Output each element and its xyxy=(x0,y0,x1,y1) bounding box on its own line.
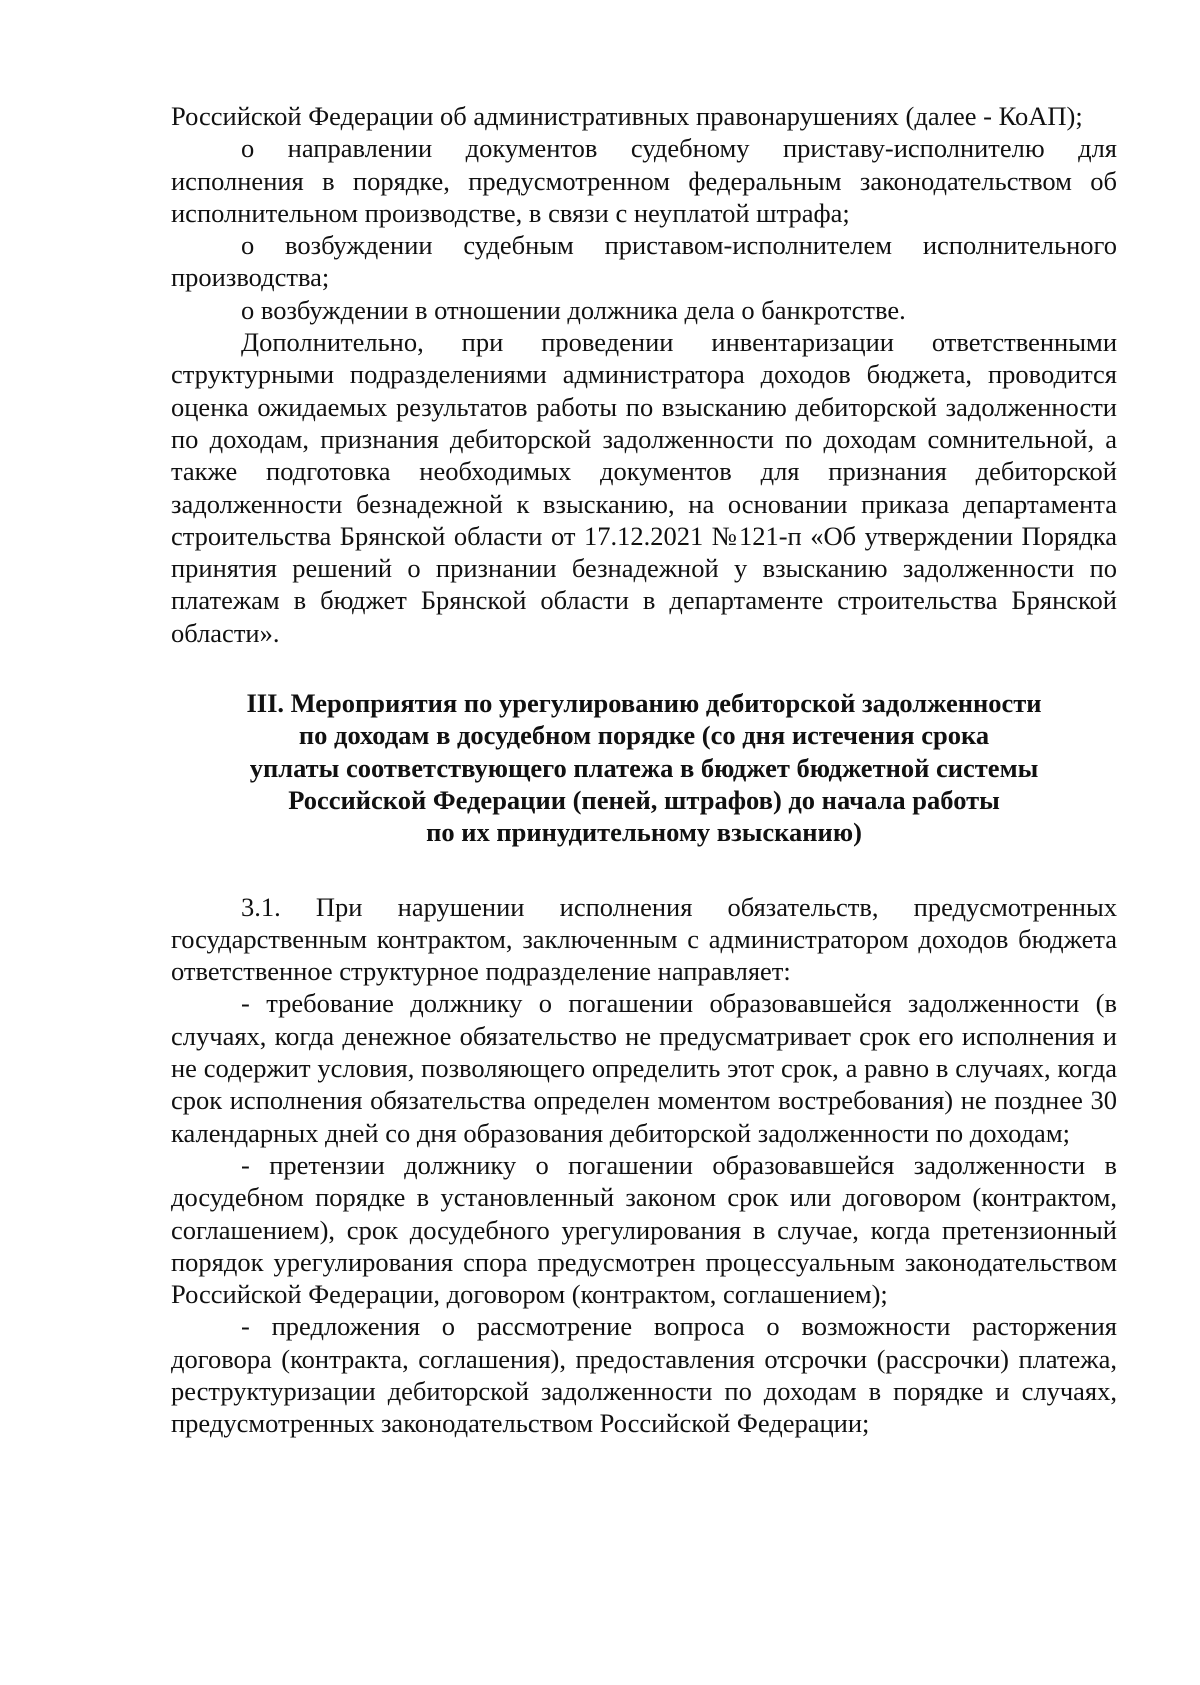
section-heading-line: по доходам в досудебном порядке (со дня истечения срока xyxy=(298,720,990,751)
paragraph-bankruptcy: о возбуждении в отношении должника дела о банкротстве. xyxy=(241,294,906,325)
paragraph-proposals: - предложения о рассмотрение вопроса о возможности расторжения договора (контракта, соглашения), предоставления отсрочки (рассрочки) платежа, реструктуризации дебиторской задолженности по доходам в порядке и случаях, предусмотренных законодательством Российской Федерации; xyxy=(171,1311,1117,1439)
paragraph-demand: - требование должнику о погашении образовавшейся задолженности (в случаях, когда денежное обязательство не предусматривает срок его исполнения и не содержит условия, позволяющего определить этот срок, а равно в случаях, когда срок исполнения обязательства определен моментом востребования) не позднее 30 календарных дней со дня образования дебиторской задолженности по доходам; xyxy=(171,988,1117,1148)
section-heading-line: III. Мероприятия по урегулированию дебиторской задолженности xyxy=(246,688,1042,719)
section-heading-line: по их принудительному взысканию) xyxy=(426,817,862,848)
paragraph-claims: - претензии должнику о погашении образовавшейся задолженности в досудебном порядке в установленный законом срок или договором (контрактом, соглашением), срок досудебного урегулирования в случае, когда претензионный порядок урегулирования спора предусмотрен процессуальным законодательством Российской Федерации, договором (контрактом, соглашением); xyxy=(171,1149,1117,1310)
section-heading xyxy=(171,687,1117,848)
section-heading-line: Российской Федерации (пеней, штрафов) до начала работы xyxy=(288,784,1000,815)
document-page xyxy=(171,100,1117,1440)
paragraph-3-1: 3.1. При нарушении исполнения обязательств, предусмотренных государственным контрактом, заключенным с администратором доходов бюджета ответственное структурное подразделение направляет: xyxy=(171,891,1117,987)
paragraph-koap-continuation: Российской Федерации об административных правонарушениях (далее - КоАП); xyxy=(171,101,1083,131)
paragraph-bailiff-documents: о направлении документов судебному приставу-исполнителю для исполнения в порядке, предусмотренном федеральным законодательством об исполнительном производстве, в связи с неуплатой штрафа; xyxy=(171,133,1117,228)
paragraph-inventory-assessment: Дополнительно, при проведении инвентаризации ответственными структурными подразделениями администратора доходов бюджета, проводится оценка ожидаемых результатов работы по взысканию дебиторской задолженности по доходам, признания дебиторской задолженности по доходам сомнительной, а также подготовка необходимых документов для признания дебиторской задолженности безнадежной к взысканию, на основании приказа департамента строительства Брянской области от 17.12.2021 №121-п «Об утверждении Порядка принятия решений о признании безнадежной у взысканию задолженности по платежам в бюджет Брянской области в департаменте строительства Брянской области». xyxy=(171,327,1117,648)
paragraph-enforcement-proceedings: о возбуждении судебным приставом-исполнителем исполнительного производства; xyxy=(171,230,1117,293)
section-heading-line: уплаты соответствующего платежа в бюджет бюджетной системы xyxy=(249,752,1039,783)
